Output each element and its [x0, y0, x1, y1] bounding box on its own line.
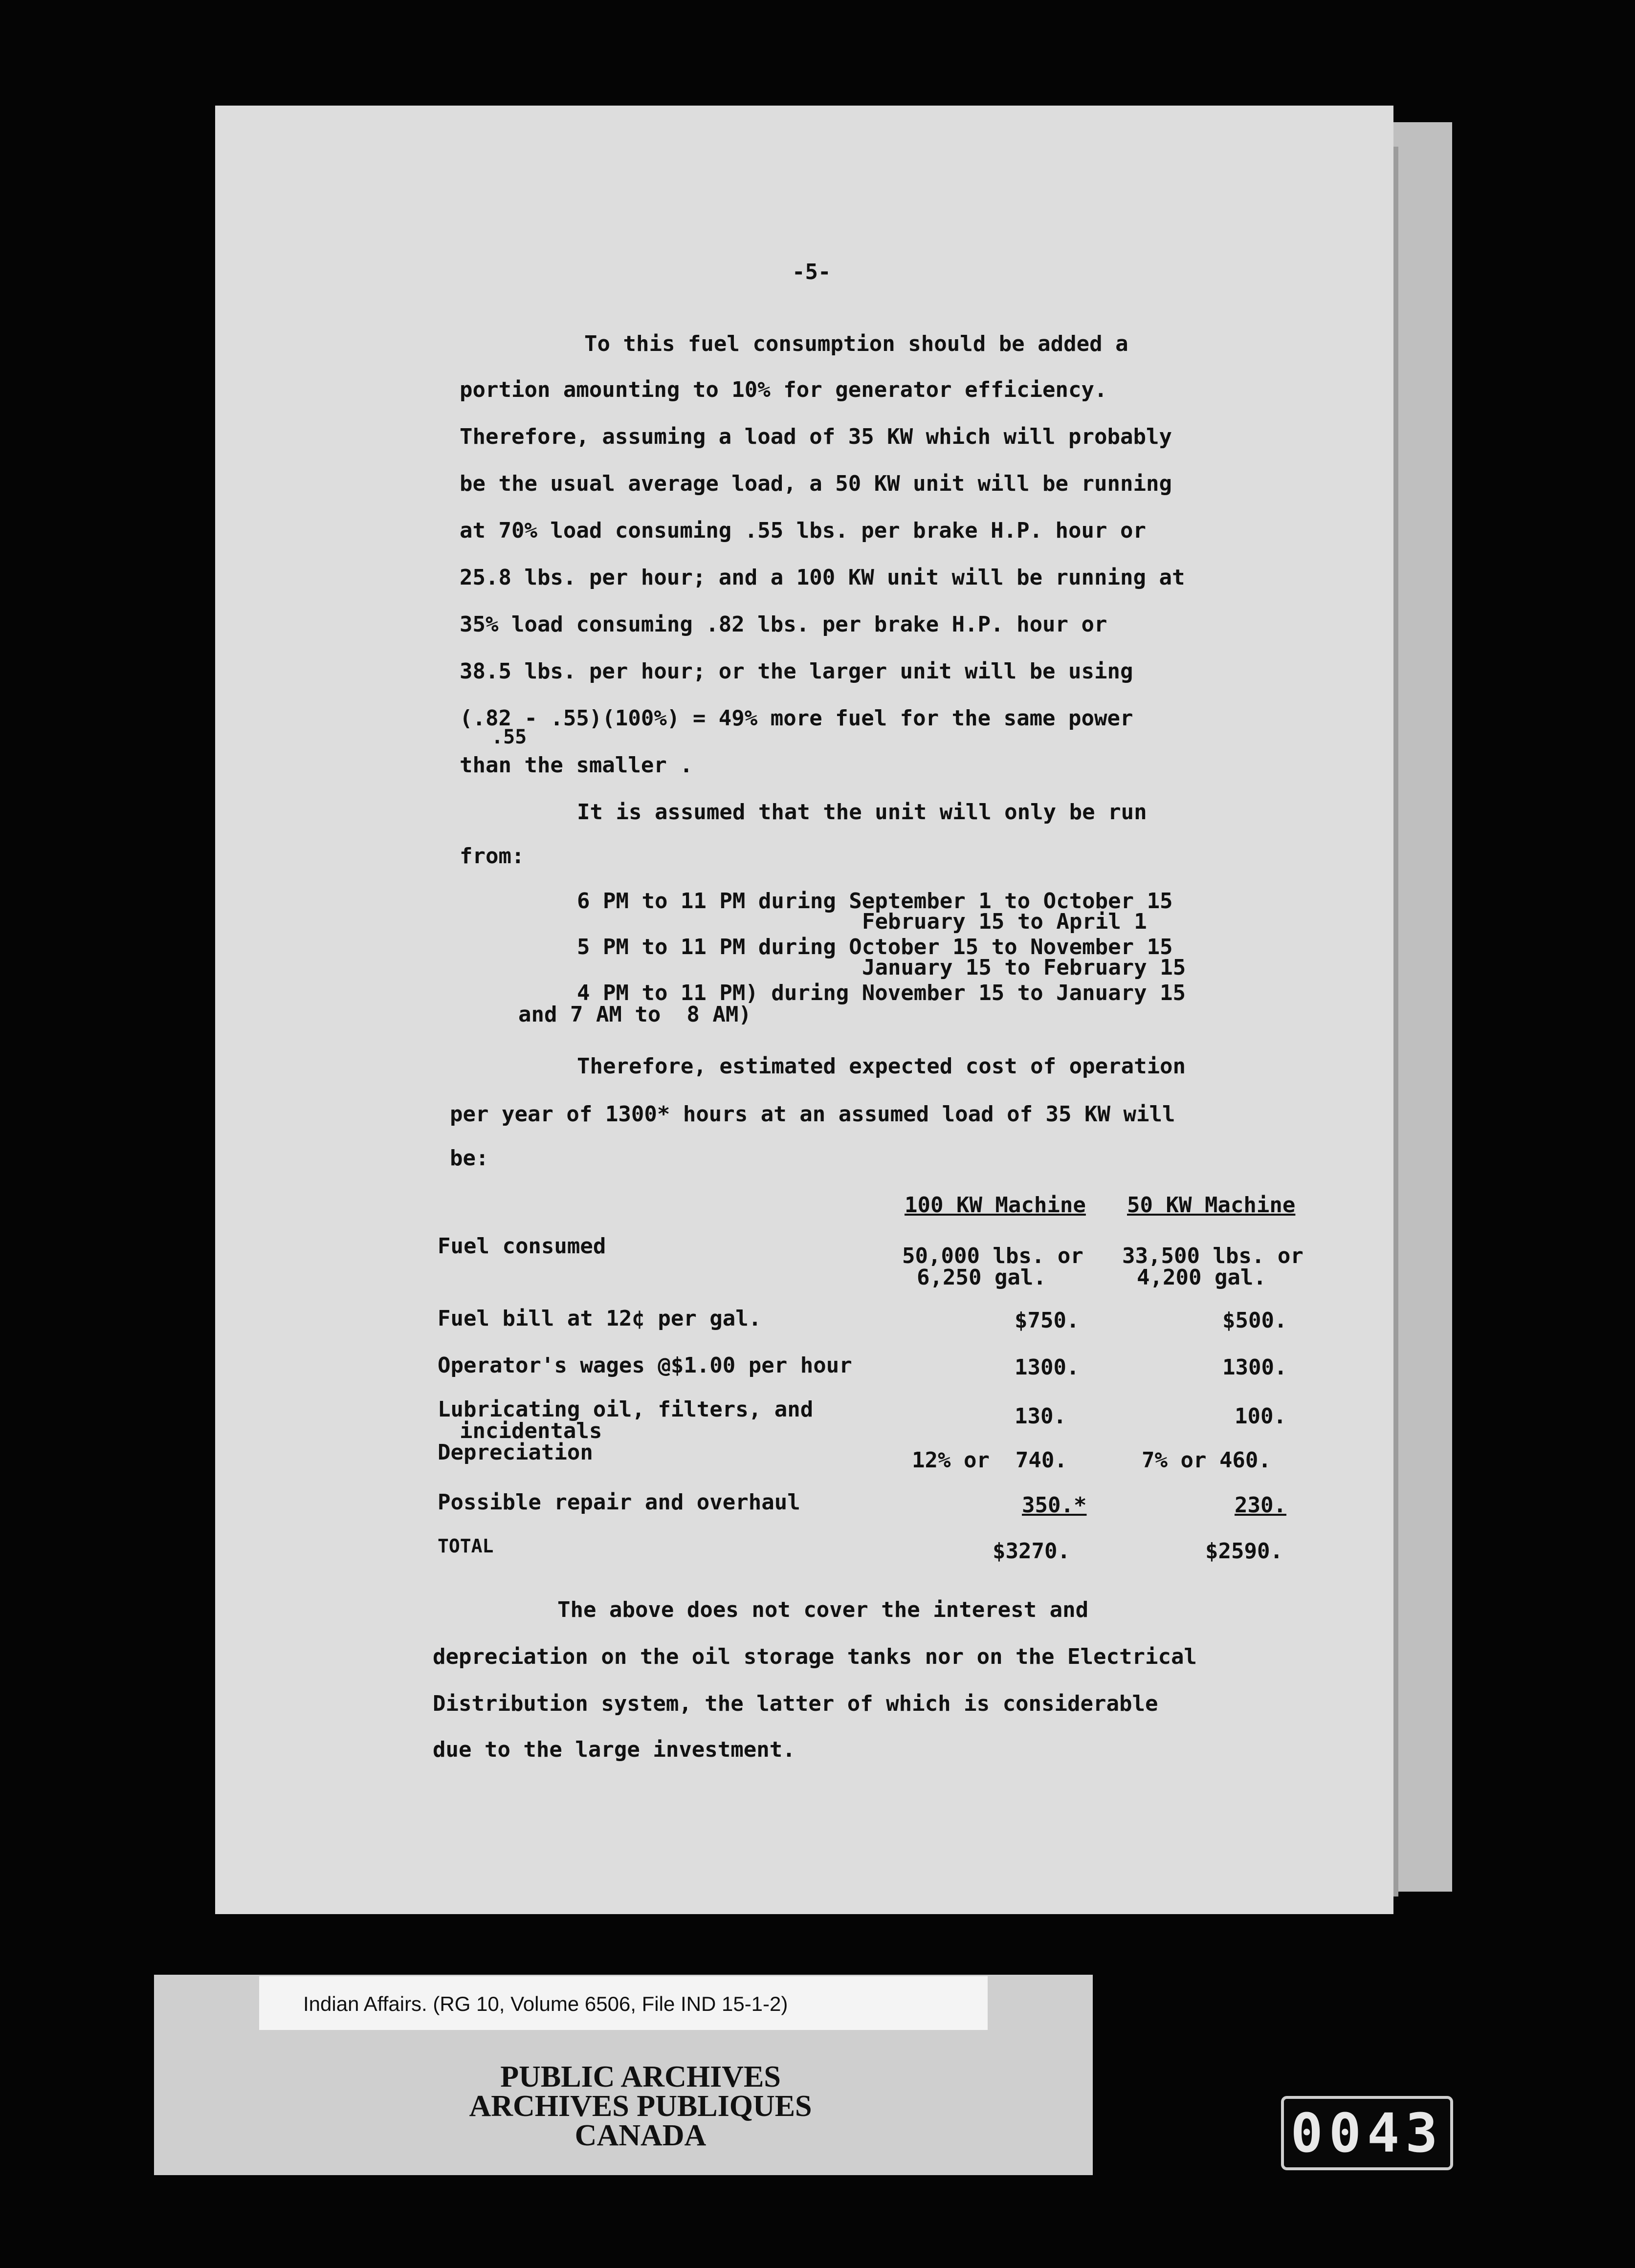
- paragraph-1-line-1: To this fuel consumption should be added a: [584, 331, 1128, 356]
- paragraph-1-line-9: (.82 - .55)(100%) = 49% more fuel for the same power: [460, 706, 1133, 731]
- table-row-label: TOTAL: [438, 1535, 494, 1557]
- paragraph-4-line-4: due to the large investment.: [433, 1737, 795, 1762]
- schedule-line-3: 5 PM to 11 PM during October 15 to November 15: [577, 935, 1173, 960]
- schedule-line-5: 4 PM to 11 PM) during November 15 to January 15: [577, 981, 1186, 1005]
- table-header-50kw: 50 KW Machine: [1127, 1193, 1296, 1218]
- archive-stamp-line-3: CANADA: [574, 2119, 707, 2152]
- table-row-label: Depreciation: [438, 1440, 593, 1465]
- table-cell: $750.: [1015, 1308, 1080, 1333]
- archive-stamp-line-2: ARCHIVES PUBLIQUES: [469, 2090, 812, 2123]
- table-cell: 1300.: [1222, 1355, 1287, 1380]
- frame-number: 0043: [1281, 2096, 1453, 2170]
- archive-reference: Indian Affairs. (RG 10, Volume 6506, File IND 15-1-2): [303, 1992, 788, 2015]
- paragraph-4-line-1: The above does not cover the interest and: [557, 1597, 1089, 1622]
- table-cell: 130.: [1015, 1404, 1066, 1429]
- archive-stamp-line-1: PUBLIC ARCHIVES: [500, 2060, 781, 2094]
- paragraph-1-line-3: Therefore, assuming a load of 35 KW which will probably: [460, 424, 1172, 449]
- paragraph-1-line-10: than the smaller .: [460, 753, 693, 778]
- table-cell: 230.: [1235, 1493, 1286, 1518]
- paragraph-1-line-2: portion amounting to 10% for generator efficiency.: [460, 377, 1107, 402]
- schedule-line-2: February 15 to April 1: [862, 909, 1147, 934]
- table-row-label: Operator's wages @$1.00 per hour: [438, 1353, 852, 1378]
- table-header-100kw: 100 KW Machine: [905, 1193, 1086, 1218]
- formula-denominator: .55: [491, 726, 527, 748]
- table-row-label: Fuel bill at 12¢ per gal.: [438, 1306, 762, 1331]
- table-row-label: Possible repair and overhaul: [438, 1490, 800, 1515]
- schedule-line-6: and 7 AM to 8 AM): [518, 1002, 751, 1027]
- document-page: [215, 106, 1393, 1914]
- paragraph-1-line-7: 35% load consuming .82 lbs. per brake H.P. hour or: [460, 612, 1107, 637]
- paragraph-4-line-3: Distribution system, the latter of which is considerable: [433, 1691, 1158, 1716]
- table-row-label: incidentals: [460, 1418, 602, 1443]
- table-cell: 33,500 lbs. or: [1122, 1243, 1304, 1268]
- table-cell: $3270.: [993, 1539, 1070, 1564]
- table-row-label: Lubricating oil, filters, and: [438, 1397, 814, 1422]
- paragraph-1-line-8: 38.5 lbs. per hour; or the larger unit will be using: [460, 659, 1133, 684]
- table-cell: $2590.: [1205, 1539, 1283, 1564]
- table-cell: 12% or 740.: [912, 1448, 1067, 1473]
- paragraph-3-line-3: be:: [450, 1146, 489, 1171]
- paragraph-1-line-4: be the usual average load, a 50 KW unit will be running: [460, 471, 1172, 496]
- paragraph-2-line-1: It is assumed that the unit will only be run: [577, 800, 1147, 825]
- paragraph-4-line-2: depreciation on the oil storage tanks nor on the Electrical: [433, 1644, 1197, 1669]
- table-cell: 4,200 gal.: [1137, 1265, 1266, 1290]
- table-cell: 100.: [1235, 1404, 1286, 1429]
- table-cell: 350.*: [1022, 1493, 1087, 1518]
- schedule-line-4: January 15 to February 15: [862, 955, 1186, 980]
- schedule-line-1: 6 PM to 11 PM during September 1 to October 15: [577, 889, 1173, 914]
- table-row-label: Fuel consumed: [438, 1234, 606, 1259]
- paragraph-1-line-5: at 70% load consuming .55 lbs. per brake H.P. hour or: [460, 518, 1146, 543]
- table-cell: 1300.: [1015, 1355, 1080, 1380]
- table-cell: 7% or 460.: [1142, 1448, 1271, 1473]
- paragraph-1-line-6: 25.8 lbs. per hour; and a 100 KW unit will be running at: [460, 565, 1185, 590]
- page-number: -5-: [792, 260, 831, 284]
- paragraph-3-line-2: per year of 1300* hours at an assumed load of 35 KW will: [450, 1102, 1175, 1127]
- table-cell: 50,000 lbs. or: [902, 1243, 1083, 1268]
- paragraph-2-line-2: from:: [460, 844, 525, 869]
- paragraph-3-line-1: Therefore, estimated expected cost of operation: [577, 1054, 1186, 1079]
- table-cell: 6,250 gal.: [917, 1265, 1046, 1290]
- table-cell: $500.: [1222, 1308, 1287, 1333]
